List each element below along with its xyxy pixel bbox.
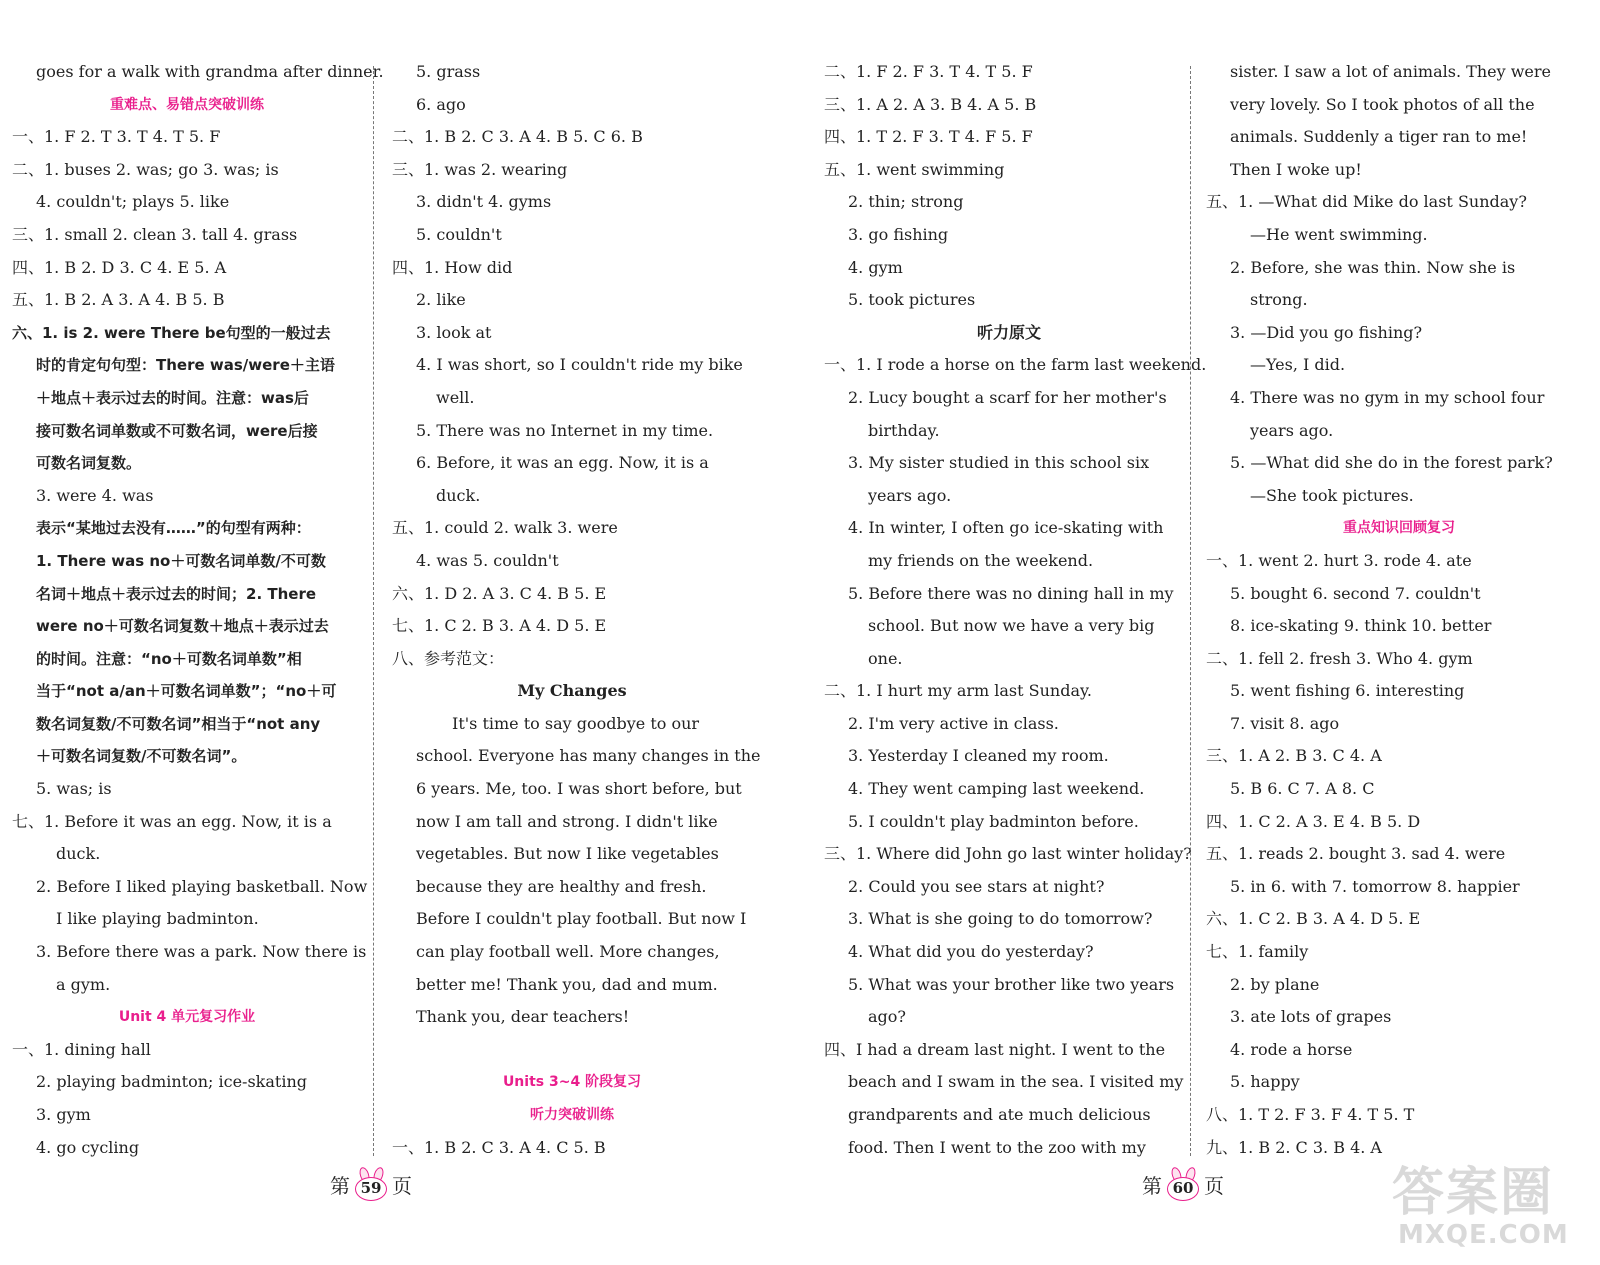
answer-line: 当于“not a/an＋可数名词单数”；“no＋可	[36, 682, 337, 701]
answer-line: 3. go fishing	[848, 224, 949, 244]
answer-line: 可数名词复数。	[36, 454, 142, 473]
answer-line: Thank you, dear teachers!	[416, 1007, 630, 1027]
column-4	[1206, 56, 1592, 1164]
page-suffix: 页	[392, 1173, 412, 1198]
answer-line: 一、1. B 2. C 3. A 4. C 5. B	[392, 1137, 606, 1157]
answer-line: 2. Before, she was thin. Now she is	[1230, 257, 1516, 277]
watermark-logo	[1392, 1150, 1592, 1258]
section-heading: 重难点、易错点突破训练	[110, 96, 264, 113]
answer-line: 三、1. small 2. clean 3. tall 4. grass	[12, 224, 298, 244]
answer-line: 3. look at	[416, 322, 492, 342]
column-3	[824, 56, 1207, 1164]
answer-line: 4. go cycling	[36, 1137, 140, 1157]
answer-line: 八、1. T 2. F 3. F 4. T 5. T	[1206, 1105, 1415, 1124]
answer-line: ＋地点＋表示过去的时间。注意：was后	[36, 388, 309, 407]
answer-line: 5. I couldn't play badminton before.	[848, 811, 1139, 831]
answer-line: grandparents and ate much delicious	[848, 1105, 1151, 1124]
answer-line: —Yes, I did.	[1250, 355, 1346, 375]
answer-line: school. Everyone has many changes in the	[416, 746, 761, 766]
page-prefix: 第	[330, 1173, 350, 1198]
answer-line: 二、1. F 2. F 3. T 4. T 5. F	[824, 62, 1033, 81]
bunny-icon	[352, 1169, 390, 1199]
answer-line: 五、1. went swimming	[824, 159, 1005, 179]
answer-line: 2. I'm very active in class.	[848, 713, 1059, 733]
answer-line: 四、I had a dream last night. I went to the	[824, 1039, 1166, 1059]
answer-line: 5. —What did she do in the forest park?	[1230, 453, 1553, 473]
answer-line: 3. gym	[36, 1105, 91, 1124]
essay-title: My Changes	[517, 681, 627, 701]
answer-line: 三、1. A 2. B 3. C 4. A	[1206, 746, 1382, 766]
answer-line: duck.	[436, 485, 481, 505]
answer-line: vegetables. But now I like vegetables	[416, 844, 719, 864]
answer-line: 六、1. is 2. were There be句型的一般过去	[12, 323, 331, 342]
answer-line: 2. Could you see stars at night?	[848, 876, 1105, 896]
answer-line: 5. in 6. with 7. tomorrow 8. happier	[1230, 876, 1520, 896]
answer-line: 二、1. I hurt my arm last Sunday.	[824, 681, 1093, 701]
answer-line: 数名词复数/不可数名词”相当于“not any	[36, 714, 321, 733]
answer-line: a gym.	[56, 974, 111, 994]
answer-line: 3. —Did you go fishing?	[1230, 322, 1423, 342]
answer-line: 6. Before, it was an egg. Now, it is a	[416, 453, 709, 473]
answer-line: 八、参考范文：	[392, 648, 505, 668]
answer-line: 三、1. was 2. wearing	[392, 159, 568, 179]
answer-line: 4. gym	[848, 257, 903, 277]
answer-line: 4. What did you do yesterday?	[848, 942, 1094, 962]
answer-line: 七、1. C 2. B 3. A 4. D 5. E	[392, 616, 607, 636]
answer-line: Before I couldn't play football. But now I	[416, 909, 747, 929]
answer-line: years ago.	[1250, 420, 1334, 440]
answer-line: 时的肯定句句型：There was/were＋主语	[36, 356, 335, 375]
answer-line: 二、1. fell 2. fresh 3. Who 4. gym	[1206, 648, 1473, 668]
answer-line: 5. happy	[1230, 1072, 1300, 1092]
page-prefix: 第	[1142, 1173, 1162, 1198]
answer-line: 七、1. family	[1206, 942, 1309, 962]
answer-line: 6 years. Me, too. I was short before, but	[416, 779, 742, 799]
answer-line: 5. bought 6. second 7. couldn't	[1230, 583, 1481, 603]
answer-line: 4. In winter, I often go ice-skating with	[848, 518, 1164, 538]
answer-line: 二、1. buses 2. was; go 3. was; is	[12, 159, 279, 179]
watermark-text: 答案圈	[1392, 1163, 1555, 1223]
answer-line: better me! Thank you, dad and mum.	[416, 974, 718, 994]
answer-line: 一、1. F 2. T 3. T 4. T 5. F	[12, 127, 221, 147]
answer-line: 九、1. B 2. C 3. B 4. A	[1206, 1137, 1382, 1157]
answer-line: 二、1. B 2. C 3. A 4. B 5. C 6. B	[392, 127, 643, 147]
bunny-icon	[1164, 1169, 1202, 1199]
answer-line: food. Then I went to the zoo with my	[848, 1137, 1146, 1157]
answer-line: 一、1. I rode a horse on the farm last weekend.	[824, 355, 1207, 375]
answer-line: 5. What was your brother like two years	[848, 974, 1175, 994]
watermark-url: MXQE.COM	[1398, 1220, 1569, 1250]
answer-line: 名词＋地点＋表示过去的时间；2. There	[36, 584, 317, 603]
answer-line: 四、1. B 2. D 3. C 4. E 5. A	[12, 257, 227, 277]
answer-line: 3. My sister studied in this school six	[848, 453, 1150, 473]
column-divider	[1190, 66, 1191, 1156]
answer-line: 3. didn't 4. gyms	[416, 192, 552, 212]
answer-line: 4. couldn't; plays 5. like	[36, 192, 230, 212]
answer-line: years ago.	[868, 485, 952, 505]
answer-line: birthday.	[868, 420, 940, 440]
column-2	[392, 56, 761, 1164]
answer-line: 7. visit 8. ago	[1230, 713, 1340, 733]
answer-line: 2. Lucy bought a scarf for her mother's	[848, 387, 1167, 407]
answer-line: 3. What is she going to do tomorrow?	[848, 909, 1153, 929]
answer-line: sister. I saw a lot of animals. They were	[1230, 62, 1551, 81]
answer-line: 4. I was short, so I couldn't ride my bike	[416, 355, 743, 375]
answer-line: 三、1. Where did John go last winter holiday?	[824, 844, 1192, 864]
answer-line: 5. grass	[416, 62, 481, 81]
page-number-left	[330, 1166, 412, 1202]
answer-line: 4. rode a horse	[1230, 1039, 1353, 1059]
answer-line: well.	[436, 387, 475, 407]
answer-line: 七、1. Before it was an egg. Now, it is a	[12, 811, 332, 831]
answer-line: 五、1. —What did Mike do last Sunday?	[1206, 192, 1527, 212]
answer-line: 4. There was no gym in my school four	[1230, 387, 1545, 407]
answer-line: 3. Yesterday I cleaned my room.	[848, 746, 1109, 766]
answer-line: strong.	[1250, 290, 1308, 310]
answer-line: ＋可数名词复数/不可数名词”。	[36, 747, 247, 766]
answer-line: 四、1. How did	[392, 257, 513, 277]
answer-line: school. But now we have a very big	[868, 616, 1155, 636]
answer-line: 3. were 4. was	[36, 485, 154, 505]
answer-line: 四、1. C 2. A 3. E 4. B 5. D	[1206, 811, 1421, 831]
answer-line: 8. ice-skating 9. think 10. better	[1230, 616, 1492, 636]
page-number: 59	[360, 1179, 382, 1197]
answer-line: 的时间。注意：“no＋可数名词单数”相	[36, 649, 302, 668]
answer-line: Then I woke up!	[1230, 159, 1362, 179]
section-heading: 听力突破训练	[530, 1107, 614, 1123]
answer-line	[392, 1034, 752, 1067]
answer-line: goes for a walk with grandma after dinner.	[36, 62, 384, 81]
answer-line: 五、1. reads 2. bought 3. sad 4. were	[1206, 844, 1506, 864]
answer-line: ago?	[868, 1007, 906, 1027]
answer-line: 2. playing badminton; ice-skating	[36, 1072, 307, 1092]
answer-line: 4. They went camping last weekend.	[848, 779, 1145, 799]
answer-line: —She took pictures.	[1250, 485, 1414, 505]
answer-line: because they are healthy and fresh.	[416, 876, 707, 896]
section-heading: 重点知识回顾复习	[1343, 520, 1455, 537]
answer-line: 一、1. dining hall	[12, 1039, 151, 1059]
answer-line: 5. Before there was no dining hall in my	[848, 583, 1174, 603]
page-number: 60	[1172, 1179, 1194, 1197]
column-1	[12, 56, 384, 1164]
answer-line: 5. was; is	[36, 779, 112, 799]
answer-line: 5. took pictures	[848, 290, 976, 310]
answer-line: 4. was 5. couldn't	[416, 550, 559, 570]
answer-line: 四、1. T 2. F 3. T 4. F 5. F	[824, 127, 1033, 147]
answer-line: 2. like	[416, 290, 466, 310]
page-suffix: 页	[1204, 1173, 1224, 1198]
answer-line: 2. Before I liked playing basketball. Now	[36, 876, 368, 896]
answer-line: 六、1. D 2. A 3. C 4. B 5. E	[392, 583, 607, 603]
answer-line: 六、1. C 2. B 3. A 4. D 5. E	[1206, 909, 1421, 929]
section-heading: Unit 4 单元复习作业	[118, 1009, 256, 1026]
answer-line: 三、1. A 2. A 3. B 4. A 5. B	[824, 94, 1037, 114]
answer-line: 6. ago	[416, 94, 466, 114]
answer-line: 3. Before there was a park. Now there is	[36, 942, 367, 962]
answer-line: It's time to say goodbye to our	[452, 713, 700, 733]
answer-line: 接可数名词单数或不可数名词，were后接	[36, 421, 318, 440]
answer-line: 5. couldn't	[416, 224, 502, 244]
answer-line: 1. There was no＋可数名词单数/不可数	[36, 551, 326, 570]
answer-line: 表示“某地过去没有……”的句型有两种：	[36, 519, 311, 538]
answer-line: —He went swimming.	[1250, 224, 1428, 244]
answer-line: 五、1. could 2. walk 3. were	[392, 518, 618, 538]
answer-line: one.	[868, 648, 903, 668]
answer-line: were no＋可数名词复数＋地点＋表示过去	[36, 617, 329, 636]
answer-line: I like playing badminton.	[56, 909, 259, 929]
answer-line: duck.	[56, 844, 101, 864]
answer-line: can play football well. More changes,	[416, 942, 720, 962]
answer-line: 2. by plane	[1230, 974, 1320, 994]
answer-line: now I am tall and strong. I didn't like	[416, 811, 718, 831]
answer-line: 5. B 6. C 7. A 8. C	[1230, 779, 1375, 799]
answer-line: 2. thin; strong	[848, 192, 964, 212]
answer-line: animals. Suddenly a tiger ran to me!	[1230, 127, 1528, 147]
answer-line: 5. went fishing 6. interesting	[1230, 681, 1465, 701]
column-divider	[373, 66, 374, 1156]
answer-line: 5. There was no Internet in my time.	[416, 420, 714, 440]
section-heading: Units 3~4 阶段复习	[502, 1074, 642, 1091]
answer-line: 一、1. went 2. hurt 3. rode 4. ate	[1206, 550, 1472, 570]
page-number-right	[1142, 1166, 1224, 1202]
answer-line: 3. ate lots of grapes	[1230, 1007, 1392, 1027]
answer-line: very lovely. So I took photos of all the	[1230, 94, 1535, 114]
answer-line: beach and I swam in the sea. I visited my	[848, 1072, 1184, 1092]
essay-title: 听力原文	[976, 322, 1041, 342]
answer-line: my friends on the weekend.	[868, 550, 1094, 570]
answer-line: 五、1. B 2. A 3. A 4. B 5. B	[12, 290, 225, 310]
